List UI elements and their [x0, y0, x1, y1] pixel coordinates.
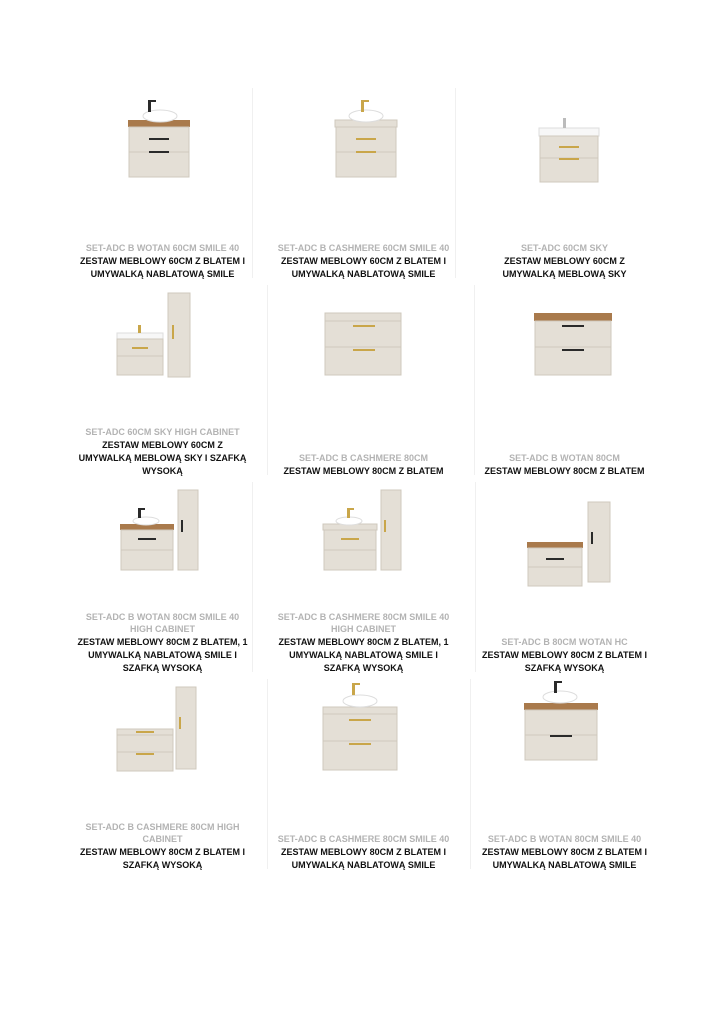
product-row [62, 88, 665, 285]
product-code[interactable]: SET-ADC B WOTAN 80CM SMILE 40 [487, 834, 642, 844]
product-card[interactable] [464, 88, 665, 285]
product-card[interactable] [464, 285, 665, 482]
product-card[interactable] [263, 482, 464, 679]
product-row [62, 482, 665, 679]
product-image[interactable] [464, 285, 665, 395]
product-image[interactable] [464, 482, 665, 592]
product-code[interactable]: SET-ADC B 80CM WOTAN HC [501, 637, 628, 647]
product-card[interactable] [263, 679, 464, 876]
product-code[interactable]: SET-ADC B CASHMERE 80CM [298, 453, 428, 463]
product-title[interactable]: ZESTAW MEBLOWY 80CM Z BLATEM [484, 466, 645, 476]
product-image[interactable] [62, 482, 263, 592]
product-title[interactable]: ZESTAW MEBLOWY 80CM Z BLATEM [283, 466, 444, 476]
product-card[interactable] [464, 482, 665, 679]
product-code[interactable]: SET-ADC 60CM SKY [520, 243, 609, 253]
product-image[interactable] [263, 679, 464, 789]
product-title[interactable]: ZESTAW MEBLOWY 80CM Z BLATEM I UMYWALKĄ NABLATOWĄ SMILE [482, 847, 647, 870]
product-code[interactable]: SET-ADC B CASHMERE 60CM SMILE 40 [277, 243, 450, 253]
product-card[interactable] [263, 88, 464, 285]
product-code[interactable]: SET-ADC B CASHMERE 80CM HIGH CABINET [85, 822, 240, 844]
product-row [62, 285, 665, 482]
product-image[interactable] [62, 88, 263, 198]
product-card[interactable] [62, 88, 263, 285]
product-code[interactable]: SET-ADC B CASHMERE 80CM SMILE 40 [277, 834, 450, 844]
product-title[interactable]: ZESTAW MEBLOWY 80CM Z BLATEM I SZAFKĄ WYSOKĄ [482, 650, 647, 673]
product-code[interactable]: SET-ADC 60CM SKY HIGH CABINET [85, 427, 240, 437]
product-image[interactable] [464, 88, 665, 198]
product-title[interactable]: ZESTAW MEBLOWY 60CM Z UMYWALKĄ MEBLOWĄ SKY I SZAFKĄ WYSOKĄ [78, 440, 247, 476]
product-code[interactable]: SET-ADC B WOTAN 80CM SMILE 40 HIGH CABINET [85, 612, 240, 634]
product-title[interactable]: ZESTAW MEBLOWY 60CM Z UMYWALKĄ MEBLOWĄ SKY [502, 256, 627, 279]
product-card[interactable] [62, 285, 263, 482]
product-title[interactable]: ZESTAW MEBLOWY 60CM Z BLATEM I UMYWALKĄ NABLATOWĄ SMILE [80, 256, 245, 279]
product-image[interactable] [62, 679, 263, 789]
product-title[interactable]: ZESTAW MEBLOWY 80CM Z BLATEM, 1 UMYWALKĄ NABLATOWĄ SMILE I SZAFKĄ WYSOKĄ [77, 637, 248, 673]
product-image[interactable] [464, 679, 665, 789]
product-code[interactable]: SET-ADC B WOTAN 80CM [509, 453, 620, 463]
product-image[interactable] [62, 285, 263, 395]
product-title[interactable]: ZESTAW MEBLOWY 80CM Z BLATEM I SZAFKĄ WYSOKĄ [80, 847, 245, 870]
product-card[interactable] [464, 679, 665, 876]
product-image[interactable] [263, 88, 464, 198]
product-grid [62, 88, 665, 876]
product-image[interactable] [263, 482, 464, 592]
product-image[interactable] [263, 285, 464, 395]
product-title[interactable]: ZESTAW MEBLOWY 60CM Z BLATEM I UMYWALKĄ NABLATOWĄ SMILE [281, 256, 446, 279]
product-code[interactable]: SET-ADC B CASHMERE 80CM SMILE 40 HIGH CABINET [277, 612, 450, 634]
product-card[interactable] [263, 285, 464, 482]
product-title[interactable]: ZESTAW MEBLOWY 80CM Z BLATEM I UMYWALKĄ NABLATOWĄ SMILE [281, 847, 446, 870]
product-row [62, 679, 665, 876]
product-title[interactable]: ZESTAW MEBLOWY 80CM Z BLATEM, 1 UMYWALKĄ NABLATOWĄ SMILE I SZAFKĄ WYSOKĄ [278, 637, 449, 673]
product-card[interactable] [62, 482, 263, 679]
product-card[interactable] [62, 679, 263, 876]
product-code[interactable]: SET-ADC B WOTAN 60CM SMILE 40 [85, 243, 240, 253]
